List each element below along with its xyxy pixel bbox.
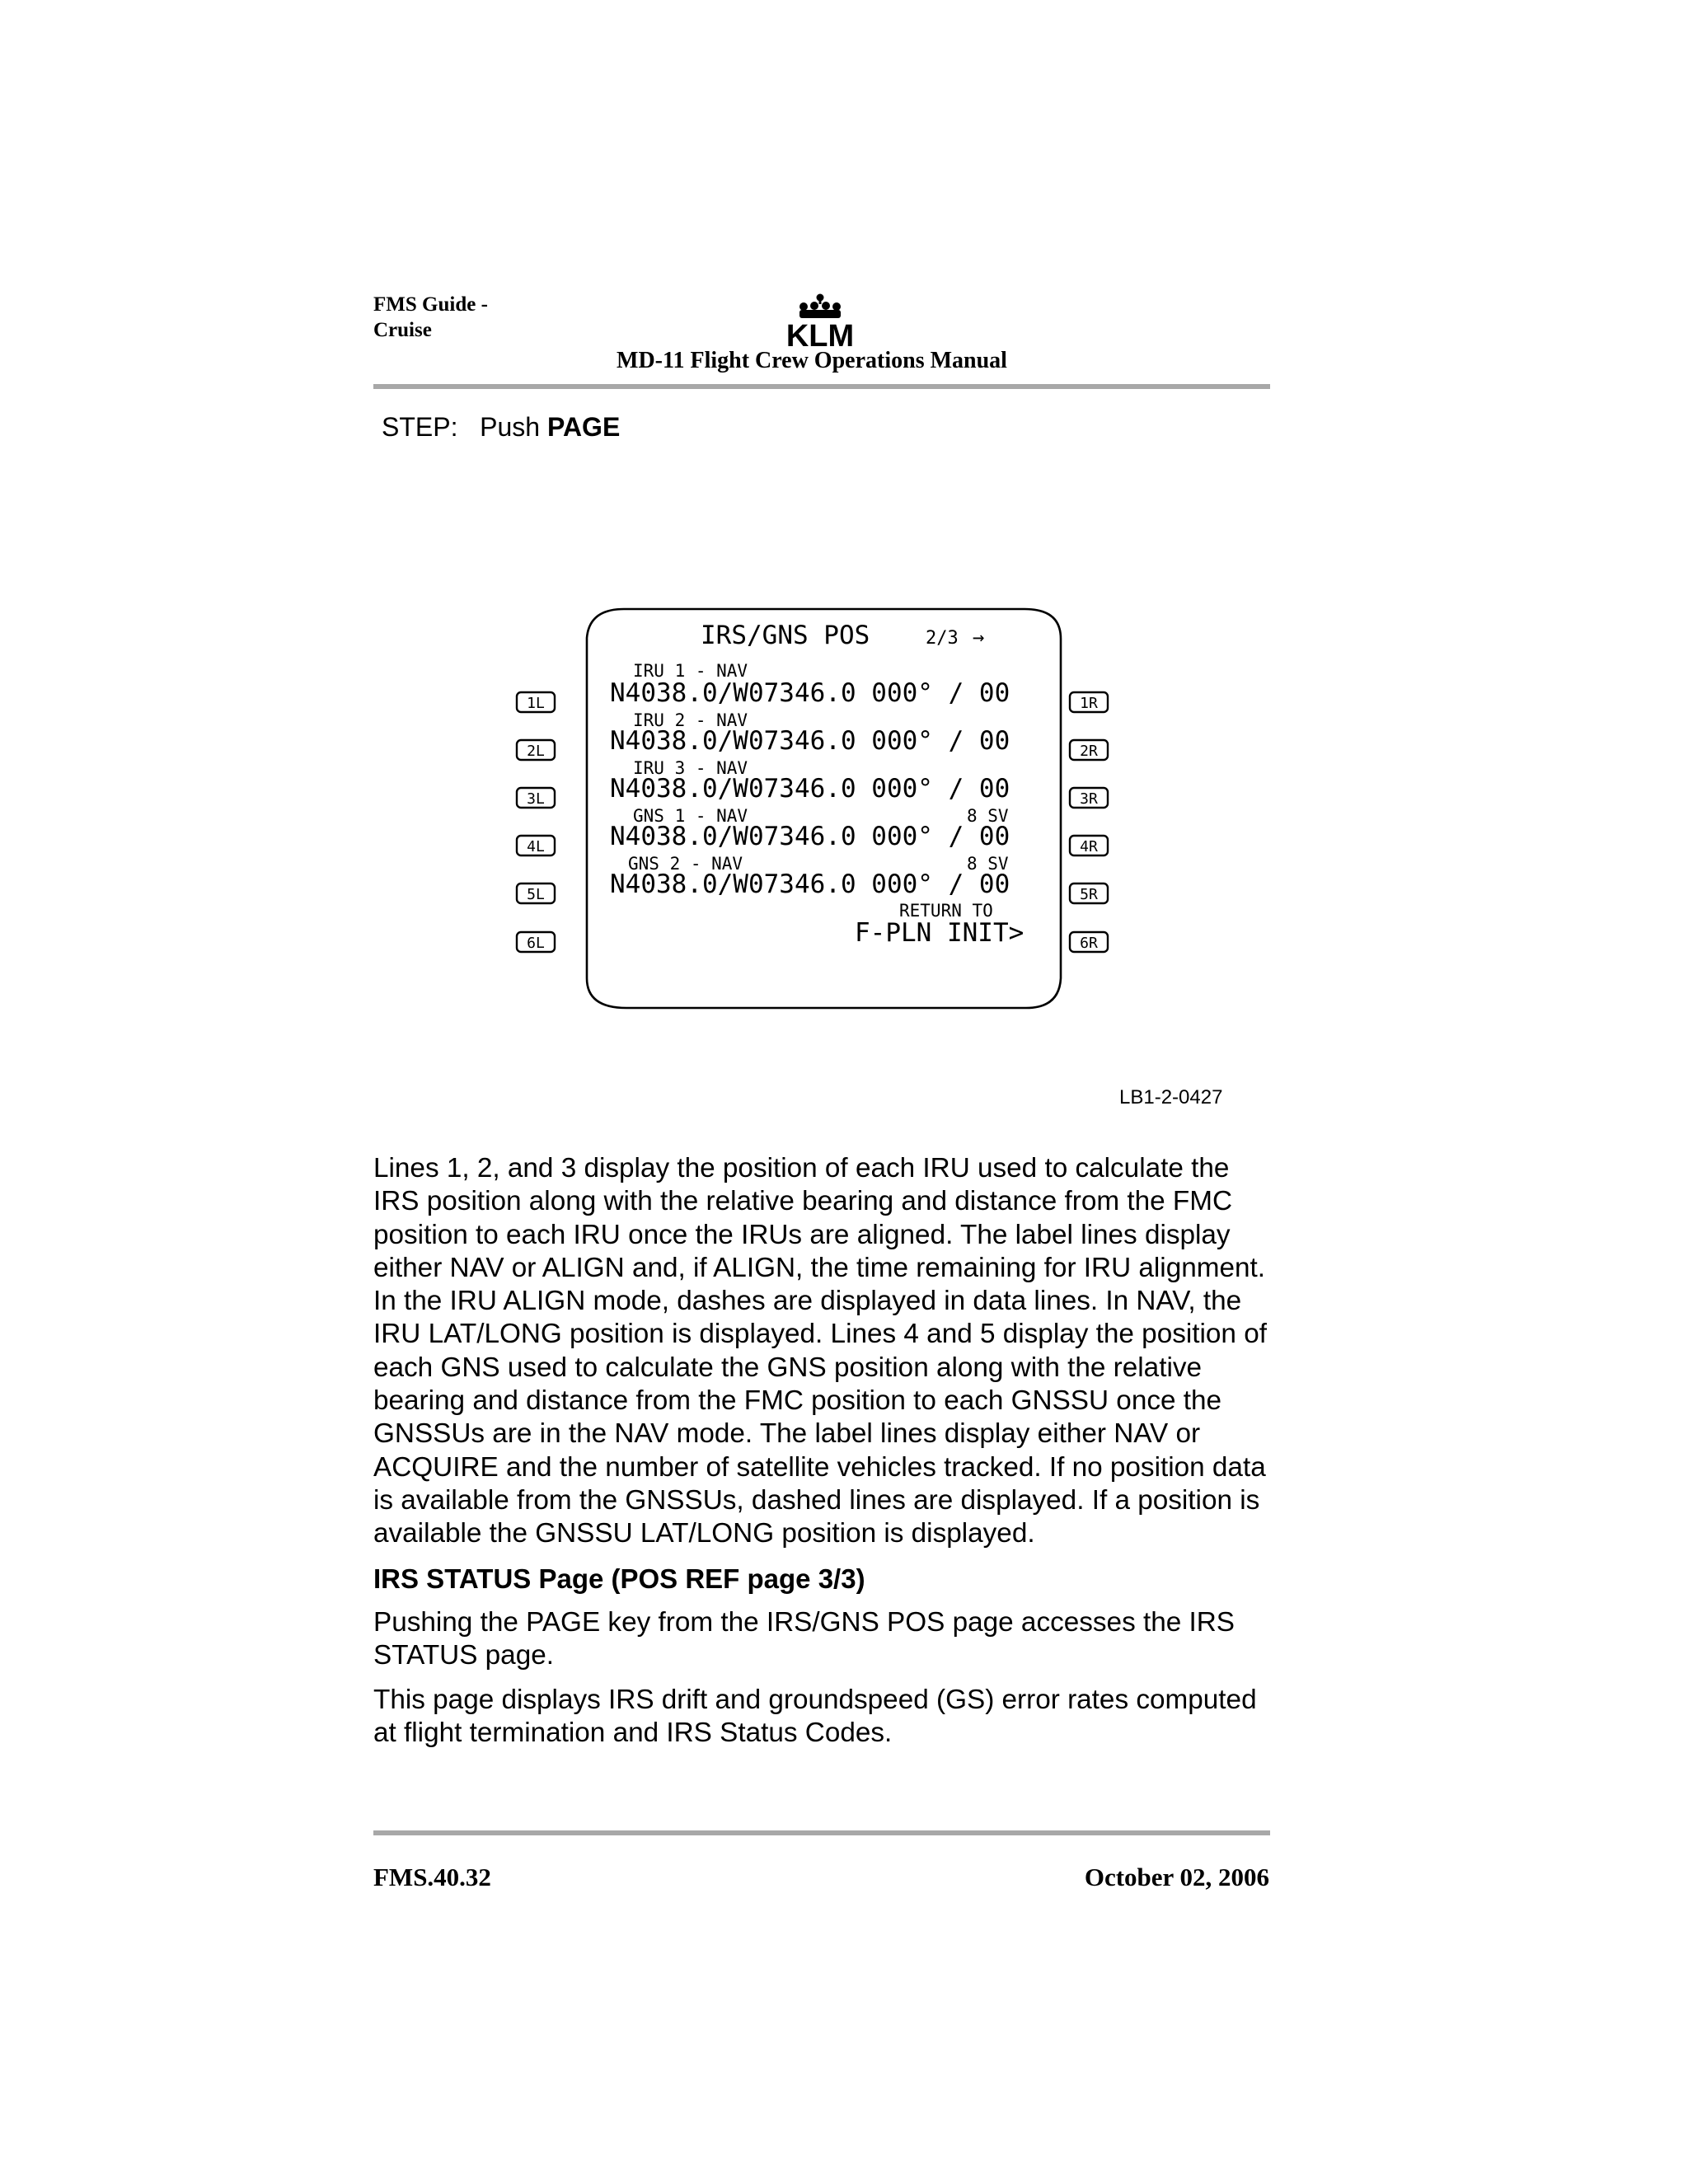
cdu-data-3: N4038.0/W07346.0 000° / 00 [610,774,1010,804]
lsk-5r-label: 5R [1080,886,1098,903]
lsk-6r-label: 6R [1080,935,1098,952]
lsk-3l-label: 3L [527,790,545,808]
cdu-data-2: N4038.0/W07346.0 000° / 00 [610,726,1010,756]
cdu-label-6: RETURN TO [899,901,993,921]
lsk-4l-label: 4L [527,838,545,855]
lsk-2r-button[interactable] [1070,740,1108,760]
cdu-label-4: GNS 1 - NAV [633,806,748,826]
header-rule [373,384,1270,389]
section-name-line1: FMS Guide - [373,293,488,316]
lsk-3l-button[interactable] [517,788,555,808]
lsk-2l-label: 2L [527,743,545,760]
lsk-5r-button[interactable] [1070,883,1108,903]
step-key: PAGE [546,412,621,442]
lsk-5l-label: 5L [527,886,545,903]
page-number: FMS.40.32 [373,1863,491,1891]
manual-title: MD-11 Flight Crew Operations Manual [617,348,1007,373]
lsk-4r-label: 4R [1080,838,1098,855]
cdu-label-5-right: 8 SV [967,854,1009,874]
revision-date: October 02, 2006 [1084,1863,1269,1891]
cdu-page-arrow-icon: → [973,626,985,649]
lsk-3r-button[interactable] [1070,788,1108,808]
body-text [373,1152,1272,1762]
lsk-2r-label: 2R [1080,743,1098,760]
paragraph-drift-rates: This page displays IRS drift and groundspeed (GS) error rates computed at flight termination and IRS Status Codes. [373,1685,1257,1749]
cdu-label-1: IRU 1 - NAV [633,661,748,681]
cdu-label-5: GNS 2 - NAV [628,854,743,874]
paragraph-lines-description: Lines 1, 2, and 3 display the position of each IRU used to calculate the IRS position along with the relative bearing and distance from the FMC position to each IRU once the IRUs are aligned. The label lines display either NAV or ALIGN and, if ALIGN, the time remaining for IRU alignment. In the IRU ALIGN mode, dashes are displayed in data lines. In NAV, the IRU LAT/LONG position is displayed. Lines 4 and 5 display the position of each GNS used to calculate the GNS position along with the relative bearing and distance from the FMC position to each GNSSU once the GNSSUs are in the NAV mode. The label lines display either NAV or ACQUIRE and the number of satellite vehicles tracked. If no position data is available from the GNSSUs, dashed lines are displayed. If a position is available the GNSSU LAT/LONG position is displayed. [373,1153,1267,1549]
lsk-6l-label: 6L [527,935,545,952]
step-action: Push [480,412,541,442]
klm-logo-text: KLM [785,319,855,348]
section-name-line2: Cruise [373,319,432,341]
lsk-4r-button[interactable] [1070,836,1108,855]
lsk-6r-button[interactable] [1070,932,1108,952]
lsk-1l-label: 1L [527,695,545,712]
step-instruction [382,412,620,443]
section-name [373,292,488,343]
cdu-data-4: N4038.0/W07346.0 000° / 00 [610,822,1010,851]
lsk-4l-button[interactable] [517,836,555,855]
lsk-6l-button[interactable] [517,932,555,952]
footer-rule [373,1830,1270,1835]
klm-logo [778,293,862,348]
section-heading-irs-status: IRS STATUS Page (POS REF page 3/3) [373,1563,865,1594]
lsk-1l-button[interactable] [517,692,555,712]
cdu-display [507,598,1117,1026]
cdu-label-3: IRU 3 - NAV [633,758,748,778]
lsk-5l-button[interactable] [517,883,555,903]
paragraph-page-key: Pushing the PAGE key from the IRS/GNS POS page accesses the IRS STATUS page. [373,1606,1236,1671]
cdu-label-2: IRU 2 - NAV [633,710,748,730]
cdu-data-5: N4038.0/W07346.0 000° / 00 [610,869,1010,899]
step-prefix: STEP: [382,412,458,442]
cdu-page-number: 2/3 [926,628,959,649]
lsk-1r-label: 1R [1080,695,1098,712]
cdu-label-4-right: 8 SV [967,806,1009,826]
cdu-data-1: N4038.0/W07346.0 000° / 00 [610,678,1010,708]
lsk-1r-button[interactable] [1070,692,1108,712]
figure-id: LB1-2-0427 [1119,1086,1223,1108]
cdu-data-6: F-PLN INIT> [855,918,1025,948]
lsk-2l-button[interactable] [517,740,555,760]
cdu-title: IRS/GNS POS [701,621,870,650]
lsk-3r-label: 3R [1080,790,1098,808]
